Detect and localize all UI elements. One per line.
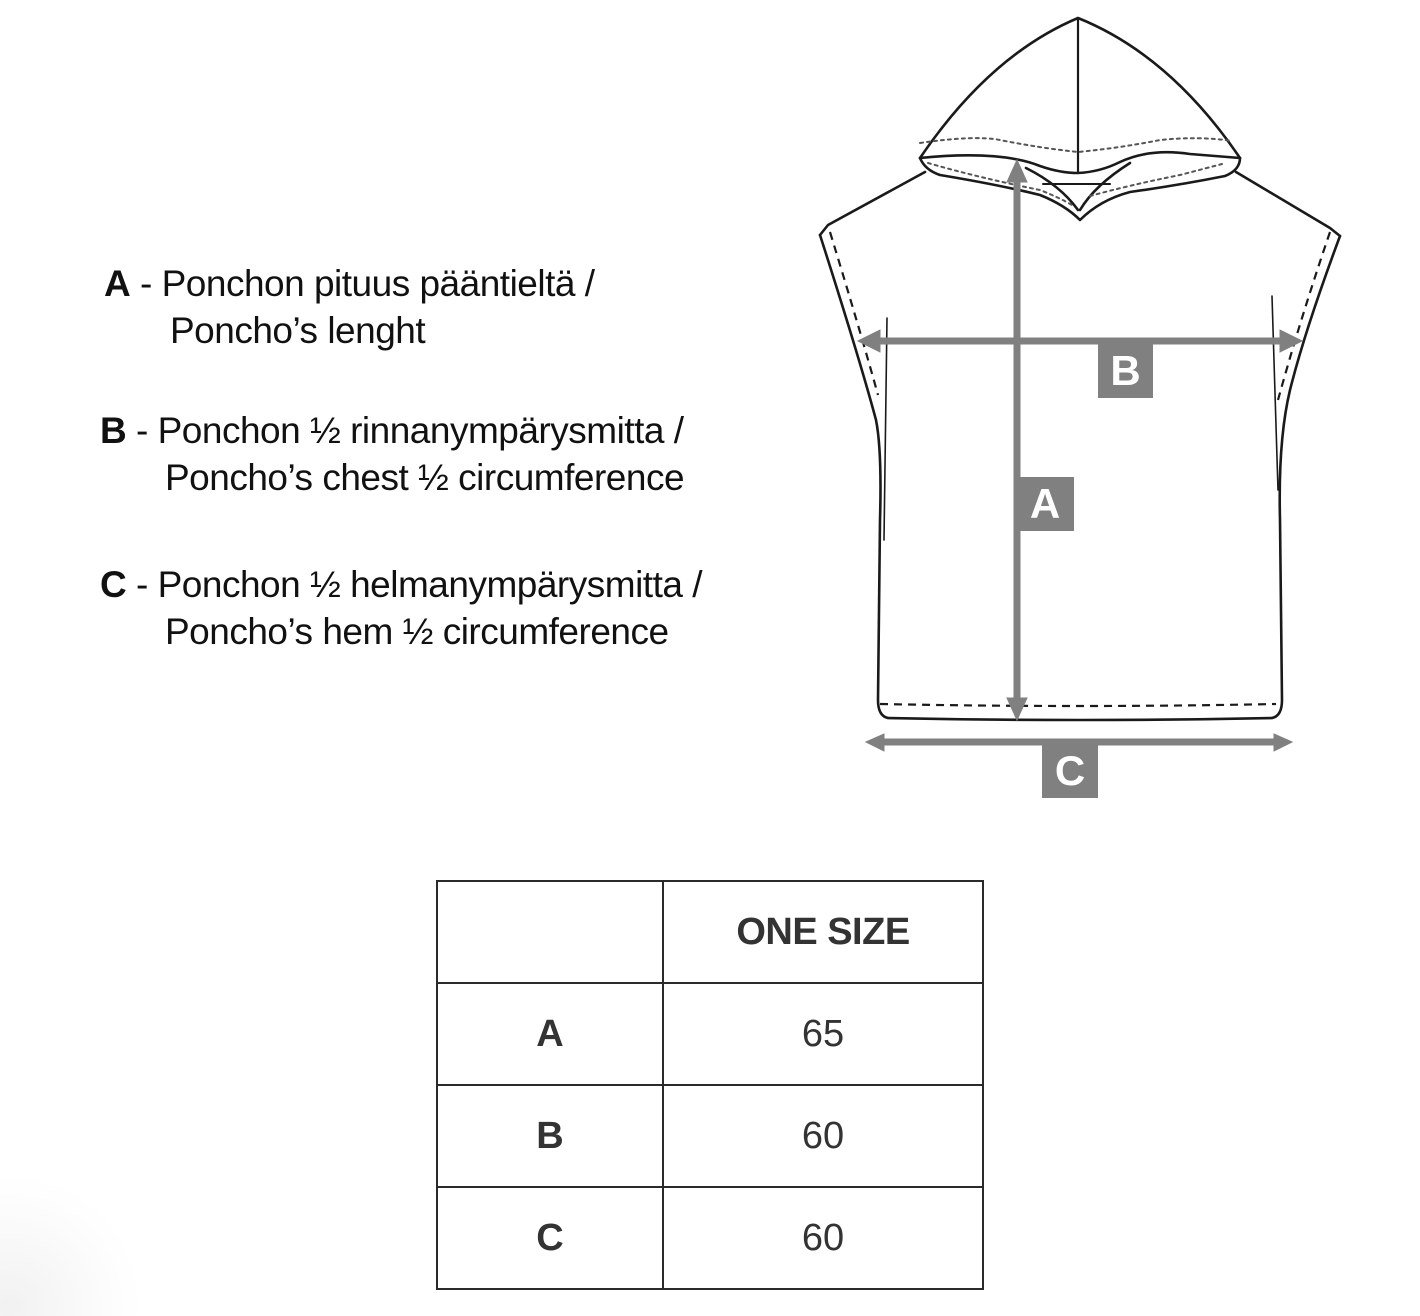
table-row bbox=[437, 1187, 983, 1289]
table-row-value: 65 bbox=[663, 983, 983, 1085]
legend-key-c: C bbox=[100, 564, 127, 605]
legend-text-b-fi: - Ponchon ½ rinnanympärysmitta / bbox=[126, 410, 684, 451]
legend-text-c-en: Poncho’s hem ½ circumference bbox=[165, 611, 669, 652]
table-row bbox=[437, 1085, 983, 1187]
arrow-c-right bbox=[1274, 734, 1292, 751]
dimension-label-c: C bbox=[1042, 742, 1098, 798]
table-row-key: C bbox=[437, 1187, 663, 1289]
legend-key-a: A bbox=[104, 263, 131, 304]
size-table bbox=[436, 880, 984, 1290]
arrow-a-top bbox=[1007, 160, 1027, 182]
legend-text-c-fi: - Ponchon ½ helmanympärysmitta / bbox=[126, 564, 702, 605]
table-header-size: ONE SIZE bbox=[663, 881, 983, 983]
arrow-c-left bbox=[866, 734, 884, 751]
table-header-empty bbox=[437, 881, 663, 983]
corner-shadow bbox=[0, 1176, 140, 1316]
dimension-label-a: A bbox=[1016, 477, 1074, 531]
arrow-b-right bbox=[1280, 330, 1302, 352]
arrow-a-bottom bbox=[1007, 698, 1027, 720]
table-header-row bbox=[437, 881, 983, 983]
table-row-key: A bbox=[437, 983, 663, 1085]
dimension-label-b: B bbox=[1098, 340, 1153, 398]
table-row-key: B bbox=[437, 1085, 663, 1187]
table-row bbox=[437, 983, 983, 1085]
table-row-value: 60 bbox=[663, 1187, 983, 1289]
legend-text-a-fi: - Ponchon pituus pääntieltä / bbox=[130, 263, 595, 304]
legend-text-a-en: Poncho’s lenght bbox=[170, 310, 426, 351]
legend-key-b: B bbox=[100, 410, 127, 451]
legend-text-b-en: Poncho’s chest ½ circumference bbox=[165, 457, 685, 498]
table-row-value: 60 bbox=[663, 1085, 983, 1187]
hood-outline bbox=[920, 18, 1240, 158]
